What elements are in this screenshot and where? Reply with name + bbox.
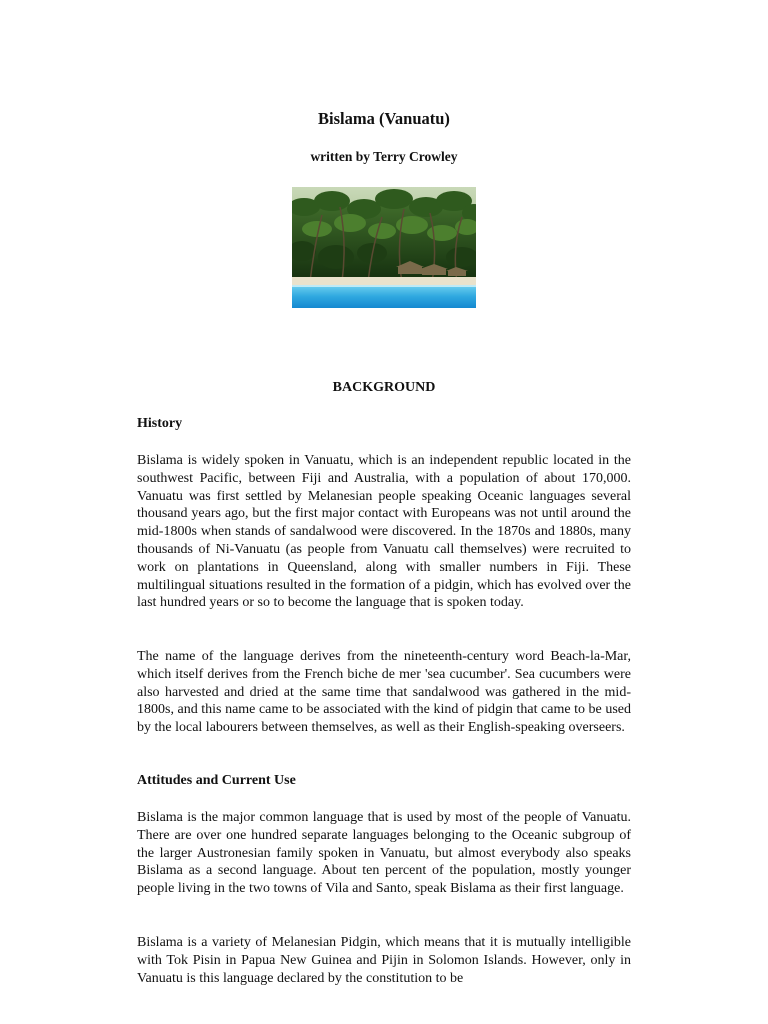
section-heading-background: BACKGROUND xyxy=(332,380,436,395)
paragraph-attitudes-2: Bislama is a variety of Melanesian Pidgin, which means that it is mutually intelligible with Tok Pisin in Papua New Guinea and Pijin in Solomon Islands. However, only in Vanuatu is this language declared by the constitution to be xyxy=(137,935,631,986)
subheading-history: History xyxy=(137,416,183,431)
subheading-attitudes: Attitudes and Current Use xyxy=(137,773,296,788)
paragraph-history-2: The name of the language derives from the nineteenth-century word Beach-la-Mar, which itself derives from the French biche de mer 'sea cucumber'. Sea cucumbers were also harvested and dried at the same time that sandalwood was gathered in the mid-1800s, and this name came to be associated with the kind of pidgin that came to be used by the local labourers between themselves, as well as their English-speaking overseers. xyxy=(137,649,631,736)
paragraph-attitudes-1: Bislama is the major common language that is used by most of the people of Vanuatu. There are over one hundred separate languages belonging to the Oceanic subgroup of the larger Austronesian family spoken in Vanuatu, but almost everybody also speaks Bislama as a second language. About ten percent of the population, mostly younger people living in the two towns of Vila and Santo, speak Bislama as their first language. xyxy=(137,810,631,897)
paragraph-history-1: Bislama is widely spoken in Vanuatu, which is an independent republic located in the southwest Pacific, between Fiji and Australia, with a population of about 170,000. Vanuatu was first settled by Melanesian people speaking Oceanic languages several thousand years ago, but the first major contact with Europeans was not until around the mid-1800s when stands of sandalwood were discovered. In the 1870s and 1880s, many thousands of Ni-Vanuatu (as people from Vanuatu call themselves) were recruited to work on plantations in Queensland, along with smaller numbers in Fiji. These multilingual situations resulted in the formation of a pidgin, which has evolved over the last hundred years or so to become the language that is spoken today. xyxy=(137,453,631,611)
tropical-beach-photo xyxy=(292,187,476,308)
document-title: Bislama (Vanuatu) xyxy=(318,109,450,128)
author-byline: written by Terry Crowley xyxy=(310,149,458,164)
